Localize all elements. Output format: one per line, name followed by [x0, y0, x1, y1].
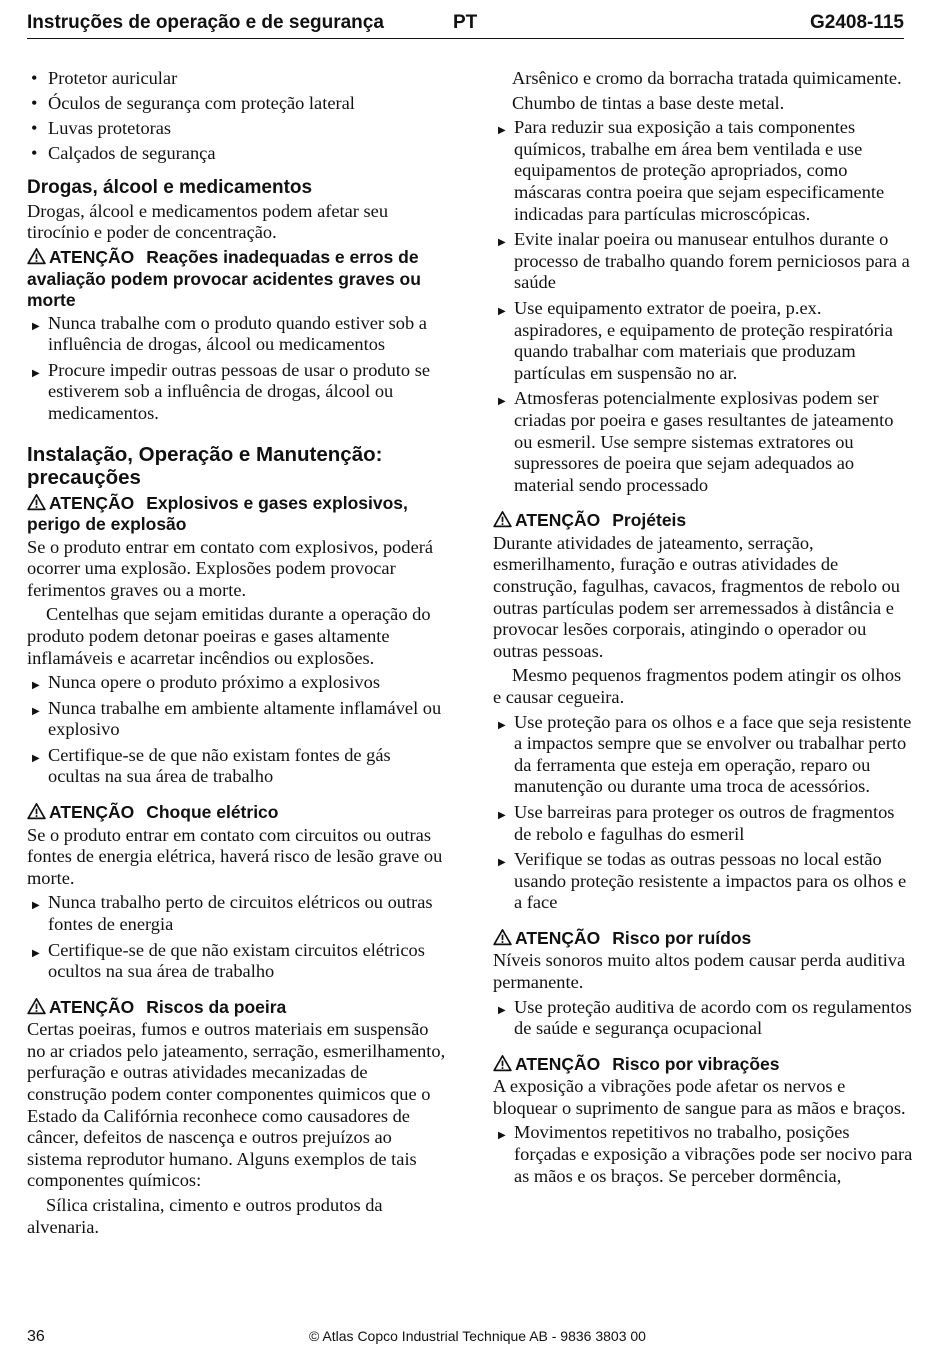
- paragraph: Drogas, álcool e medicamentos podem afetar seu tirocínio e poder de concentração.: [27, 200, 389, 243]
- instruction-list: [493, 997, 913, 1040]
- left-column: [27, 68, 447, 1241]
- warning-triangle-icon: [27, 247, 46, 265]
- signal-word: ATENÇÃO: [49, 492, 135, 513]
- list-item: ▶ Atmosferas potencialmente explosivas podem ser criadas por poeira e gases resultantes de jateamento ou esmeril. Use sempre sistemas extratores ou supressores de poeira que sejam adequados ao material sendo processado: [493, 388, 913, 496]
- list-item: ▶ Verifique se todas as outras pessoas no local estão usando proteção resistente a impactos para os olhos e a face: [493, 849, 913, 914]
- warning-title: Explosivos e gases explosivos, perigo de explosão: [27, 492, 408, 535]
- paragraph: A exposição a vibrações pode afetar os nervos e bloquear o suprimento de sangue para as mãos e braços.: [493, 1076, 906, 1118]
- list-item: ▶ Use proteção auditiva de acordo com os regulamentos de saúde e segurança ocupacional: [493, 997, 913, 1040]
- list-item: • Calçados de segurança: [27, 143, 447, 165]
- warning-heading: [493, 510, 913, 532]
- list-item: • Luvas protetoras: [27, 118, 447, 140]
- chapter-heading: Instalação, Operação e Manutenção: precauções: [27, 442, 383, 489]
- warning-heading: [493, 928, 913, 950]
- signal-word: ATENÇÃO: [49, 247, 135, 268]
- signal-word: ATENÇÃO: [515, 927, 601, 948]
- warning-title: Riscos da poeira: [146, 996, 287, 1017]
- paragraph: Chumbo de tintas a base deste metal.: [512, 92, 785, 113]
- language-code: PT: [453, 12, 478, 33]
- list-item: ▶ Nunca opere o produto próximo a explosivos: [27, 672, 447, 694]
- list-item: ▶ Certifique-se de que não existam fontes de gás ocultas na sua área de trabalho: [27, 745, 447, 788]
- paragraph: Níveis sonoros muito altos podem causar perda auditiva permanente.: [493, 950, 906, 992]
- signal-word: ATENÇÃO: [49, 996, 135, 1017]
- paragraph: Arsênico e cromo da borracha tratada quimicamente.: [512, 68, 902, 88]
- list-item: ▶ Nunca trabalho perto de circuitos elétricos ou outras fontes de energia: [27, 892, 447, 935]
- copyright-notice: © Atlas Copco Industrial Technique AB - 9836 3803 00: [309, 1328, 646, 1344]
- warning-title: Projéteis: [612, 510, 687, 531]
- right-column: [493, 68, 913, 1191]
- instruction-list: [27, 672, 447, 788]
- page-number: 36: [27, 1328, 45, 1345]
- list-item: ▶ Evite inalar poeira ou manusear entulhos durante o processo de trabalho quando forem perniciosos para a saúde: [493, 229, 913, 294]
- section-heading: Drogas, álcool e medicamentos: [27, 176, 313, 198]
- list-item: ▶ Movimentos repetitivos no trabalho, posições forçadas e exposição a vibrações pode ser nocivo para as mãos e os braços. Se perceber dormência,: [493, 1122, 913, 1187]
- page-header: [27, 8, 904, 39]
- warning-triangle-icon: [27, 802, 46, 820]
- list-item: ▶ Para reduzir sua exposição a tais componentes químicos, trabalhe em área bem ventilada e use equipamentos de proteção apropriados, como máscaras contra poeira que sejam especificamente indicadas para partículas microscópicas.: [493, 117, 913, 225]
- ppe-list: [27, 68, 447, 165]
- instruction-list: [493, 117, 913, 496]
- warning-title: Risco por vibrações: [612, 1053, 780, 1074]
- warning-heading: [27, 802, 447, 824]
- instruction-list: [493, 1122, 913, 1187]
- list-item: ▶ Procure impedir outras pessoas de usar o produto se estiverem sob a influência de drogas, álcool ou medicamentos.: [27, 360, 447, 425]
- list-item: ▶ Nunca trabalhe em ambiente altamente inflamável ou explosivo: [27, 698, 447, 741]
- list-item: ▶ Nunca trabalhe com o produto quando estiver sob a influência de drogas, álcool ou medicamentos: [27, 313, 447, 356]
- paragraph: Se o produto entrar em contato com explosivos, poderá ocorrer uma explosão. Explosões podem provocar ferimentos graves ou a morte.: [27, 536, 434, 600]
- instruction-list: [27, 892, 447, 982]
- paragraph: Centelhas que sejam emitidas durante a operação do produto podem detonar poeiras e gases altamente inflamáveis e acarretar incêndios ou explosões.: [27, 604, 431, 668]
- list-item: ▶ Use proteção para os olhos e a face que seja resistente a impactos sempre que se envolver ou trabalhar perto da ferramenta que esteja em operação, reparo ou manutenção ou durante uma troca de acessórios.: [493, 712, 913, 798]
- document-title: Instruções de operação e de segurança: [27, 12, 384, 33]
- list-item: ▶ Use barreiras para proteger os outros de fragmentos de rebolo e fagulhas do esmeril: [493, 802, 913, 845]
- paragraph: Mesmo pequenos fragmentos podem atingir os olhos e causar cegueira.: [493, 665, 902, 707]
- instruction-list: [27, 313, 447, 425]
- paragraph: Durante atividades de jateamento, serração, esmerilhamento, furação e outras atividades de construção, fagulhas, cavacos, fragmentos de rebolo ou outras partículas podem ser arremessados à distância e provocar lesões corporais, atingindo o operador ou outras pessoas.: [493, 532, 901, 661]
- signal-word: ATENÇÃO: [515, 1053, 601, 1074]
- list-item: ▶ Certifique-se de que não existam circuitos elétricos ocultos na sua área de trabalho: [27, 940, 447, 983]
- list-item: • Protetor auricular: [27, 68, 447, 90]
- list-item: • Óculos de segurança com proteção lateral: [27, 93, 447, 115]
- paragraph: Certas poeiras, fumos e outros materiais em suspensão no ar criados pelo jateamento, serração, esmerilhamento, perfuração e outras atividades mecanizadas de construção podem conter componentes quimicos que o Estado da Califórnia reconhece como causadores de câncer, defeitos de nascença e outros prejuízos ao sistema reprodutor humano. Alguns exemplos de tais componentes químicos:: [27, 1019, 446, 1191]
- warning-title: Reações inadequadas e erros de avaliação podem provocar acidentes graves ou morte: [27, 247, 421, 311]
- warning-triangle-icon: [493, 510, 512, 528]
- paragraph: Sílica cristalina, cimento e outros produtos da alvenaria.: [27, 1194, 383, 1237]
- warning-heading: [493, 1054, 913, 1076]
- signal-word: ATENÇÃO: [515, 510, 601, 531]
- warning-triangle-icon: [493, 928, 512, 946]
- paragraph: Se o produto entrar em contato com circuitos ou outras fontes de energia elétrica, haverá risco de lesão grave ou morte.: [27, 824, 443, 888]
- product-code: G2408-115: [809, 12, 904, 33]
- signal-word: ATENÇÃO: [49, 802, 135, 823]
- warning-triangle-icon: [27, 493, 46, 511]
- instruction-list: [493, 712, 913, 914]
- warning-triangle-icon: [493, 1054, 512, 1072]
- warning-heading: [27, 247, 447, 312]
- warning-title: Choque elétrico: [146, 802, 279, 823]
- warning-triangle-icon: [27, 997, 46, 1015]
- warning-heading: [27, 997, 447, 1019]
- warning-title: Risco por ruídos: [612, 927, 752, 948]
- warning-heading: [27, 493, 447, 536]
- list-item: ▶ Use equipamento extrator de poeira, p.ex. aspiradores, e equipamento de proteção respiratória quando trabalhar com materiais que produzam partículas em suspensão no ar.: [493, 298, 913, 384]
